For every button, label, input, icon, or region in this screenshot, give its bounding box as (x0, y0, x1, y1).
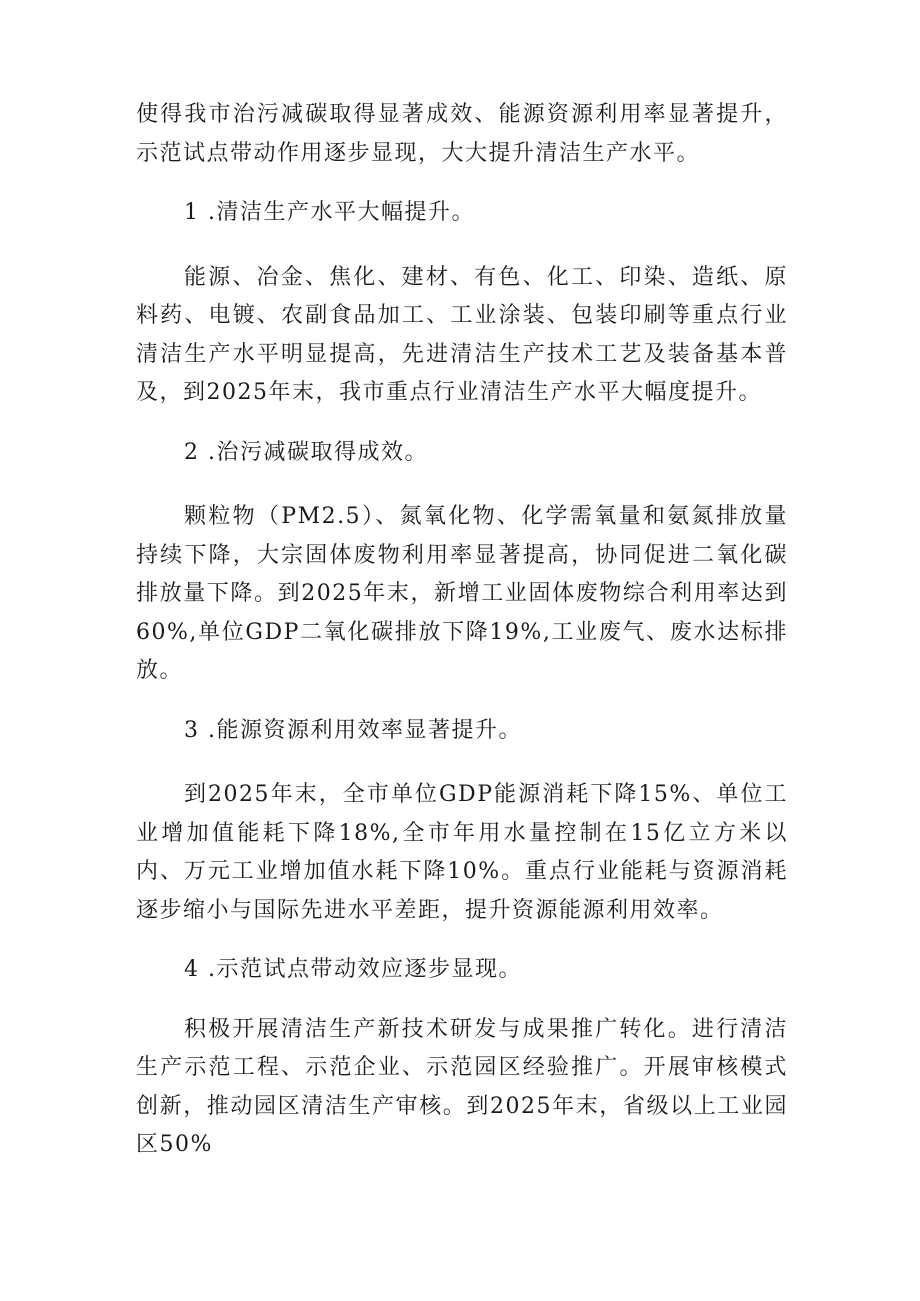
section-heading-3: 3 .能源资源利用效率显著提升。 (184, 717, 522, 743)
paragraph-demonstration: 积极开展清洁生产新技术研发与成果推广转化。进行清洁生产示范工程、示范企业、示范园区经验推广。开展审核模式创新，推动园区清洁生产审核。到2025年末，省级以上工业园区50% (136, 1016, 788, 1157)
paragraph-pollution-carbon: 颗粒物（PM2.5）、氮氧化物、化学需氧量和氨氮排放量持续下降，大宗固体废物利用率显著提高，协同促进二氧化碳排放量下降。到2025年末，新增工业固体废物综合利用率达到60%,单位GDP二氧化碳排放下降19%,工业废气、废水达标排放。 (136, 504, 788, 683)
section-heading-1: 1 .清洁生产水平大幅提升。 (184, 200, 475, 225)
document-body (136, 96, 788, 1165)
section-heading-2: 2 .治污减碳取得成效。 (184, 439, 428, 465)
paragraph-continuation: 使得我市治污减碳取得显著成效、能源资源利用率显著提升，示范试点带动作用逐步显现，大大提升清洁生产水平。 (136, 102, 788, 166)
paragraph-clean-production: 能源、冶金、焦化、建材、有色、化工、印染、造纸、原料药、电镀、农副食品加工、工业涂装、包装印刷等重点行业清洁生产水平明显提高，先进清洁生产技术工艺及装备基本普及，到2025年末，我市重点行业清洁生产水平大幅度提升。 (136, 264, 788, 405)
section-heading-4: 4 .示范试点带动效应逐步显现。 (184, 957, 522, 982)
paragraph-energy-efficiency: 到2025年末，全市单位GDP能源消耗下降15%、单位工业增加值能耗下降18%,全市年用水量控制在15亿立方米以内、万元工业增加值水耗下降10%。重点行业能耗与资源消耗逐步缩小与国际先进水平差距，提升资源能源利用效率。 (136, 782, 788, 923)
